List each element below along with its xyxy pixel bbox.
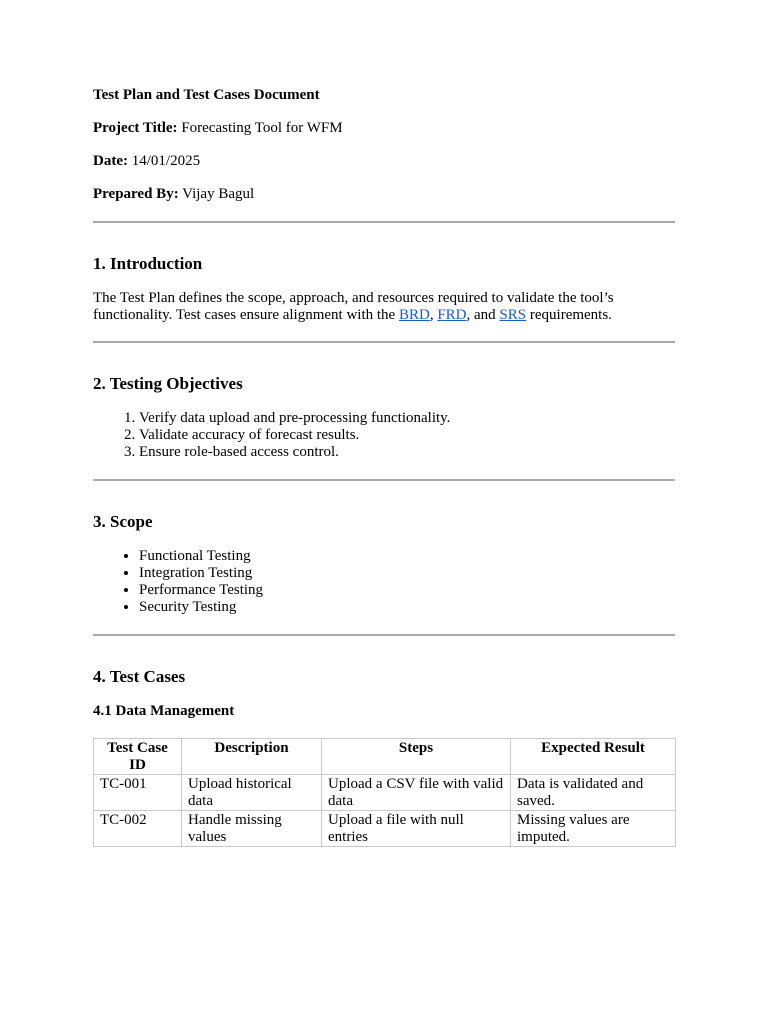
introduction-paragraph: The Test Plan defines the scope, approach, and resources required to validate the tool’s functionality. Test cases ensure alignment with the BRD, FRD, and SRS requirements. <box>93 290 614 323</box>
prepared-by-value: Vijay Bagul <box>178 186 255 202</box>
list-item: • Security Testing <box>139 599 675 616</box>
prepared-by-label: Prepared By: <box>93 186 179 202</box>
section-divider <box>93 221 675 223</box>
section-divider <box>93 341 675 343</box>
srs-link[interactable]: SRS <box>499 307 527 323</box>
document-title: Test Plan and Test Cases Document <box>93 87 320 103</box>
test-cases-table <box>93 738 676 847</box>
test-cases-heading: 4. Test Cases <box>93 667 186 686</box>
project-title-value: Forecasting Tool for WFM <box>177 120 343 136</box>
list-item: • Functional Testing <box>139 548 675 565</box>
objectives-list <box>93 410 675 461</box>
date-value: 14/01/2025 <box>127 153 201 169</box>
list-item: 2. Validate accuracy of forecast results. <box>139 427 675 444</box>
table-cell: TC-001 <box>94 775 182 811</box>
table-cell: Upload historical data <box>182 775 322 811</box>
date-line <box>93 153 675 170</box>
project-title-label: Project Title: <box>93 120 178 136</box>
date-label: Date: <box>93 153 128 169</box>
column-header: Test Case ID <box>94 739 182 775</box>
frd-link[interactable]: FRD <box>437 307 467 323</box>
table-cell: Upload a file with null entries <box>322 811 511 847</box>
data-management-subheading: 4.1 Data Management <box>93 703 235 719</box>
list-item: • Integration Testing <box>139 565 675 582</box>
table-row <box>94 811 676 847</box>
prepared-by-line <box>93 186 675 203</box>
list-item: 3. Ensure role-based access control. <box>139 444 675 461</box>
table-row <box>94 775 676 811</box>
table-cell: Data is validated and saved. <box>511 775 676 811</box>
table-cell: Missing values are imputed. <box>511 811 676 847</box>
table-cell: Handle missing values <box>182 811 322 847</box>
scope-heading: 3. Scope <box>93 512 153 531</box>
section-divider <box>93 634 675 636</box>
section-divider <box>93 479 675 481</box>
project-title-line <box>93 120 675 137</box>
objectives-heading: 2. Testing Objectives <box>93 374 243 393</box>
table-header-row <box>94 739 676 775</box>
list-item: • Performance Testing <box>139 582 675 599</box>
table-cell: Upload a CSV file with valid data <box>322 775 511 811</box>
column-header: Description <box>182 739 322 775</box>
list-item: 1. Verify data upload and pre-processing functionality. <box>139 410 675 427</box>
scope-list <box>93 548 675 616</box>
column-header: Expected Result <box>511 739 676 775</box>
document-content <box>93 87 675 847</box>
column-header: Steps <box>322 739 511 775</box>
brd-link[interactable]: BRD <box>398 307 430 323</box>
table-cell: TC-002 <box>94 811 182 847</box>
introduction-heading: 1. Introduction <box>93 254 203 273</box>
